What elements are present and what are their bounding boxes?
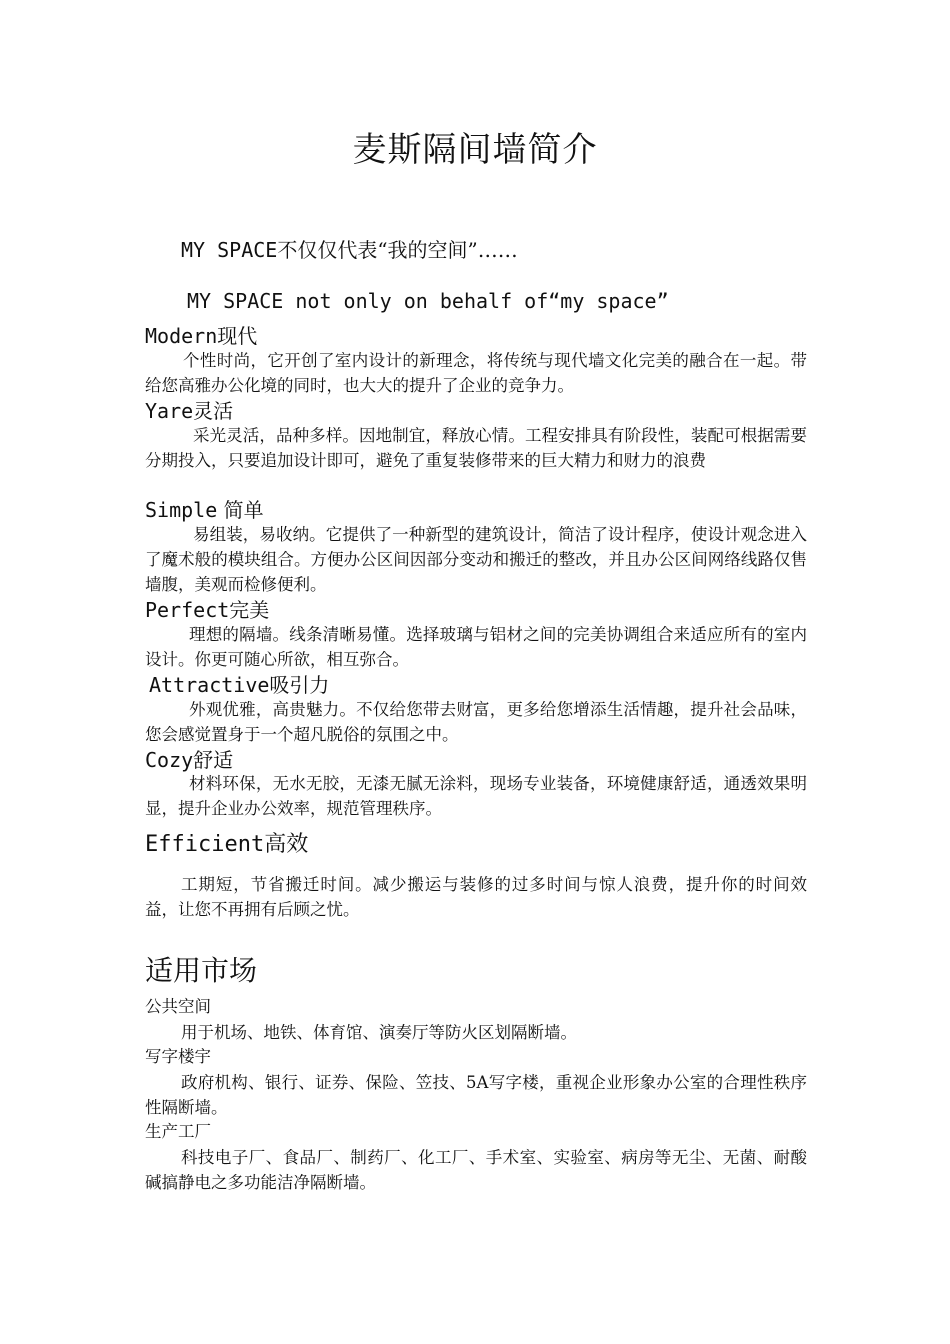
market-item-name: 生产工厂 — [145, 1122, 211, 1141]
feature-heading-cn: 现代 — [217, 324, 258, 348]
feature-heading-efficient — [145, 832, 308, 858]
tagline-chinese-text: 不仅仅代表“我的空间”…… — [277, 238, 518, 262]
feature-heading-en: Yare — [145, 399, 194, 423]
feature-heading-modern — [145, 323, 257, 349]
tagline-english-text: MY SPACE not only on behalf of“my space” — [187, 289, 669, 313]
feature-heading-en: Efficient — [145, 832, 265, 857]
feature-heading-cn: 吸引力 — [269, 673, 330, 697]
market-item-name: 公共空间 — [145, 997, 211, 1016]
feature-desc-attractive: 外观优雅，高贵魅力。不仅给您带去财富，更多给您增添生活情趣，提升社会品味，您会感觉置身于一个超凡脱俗的氛围之中。 — [145, 700, 807, 744]
feature-desc-modern: 个性时尚，它开创了室内设计的新理念，将传统与现代墙文化完美的融合在一起。带给您高雅办公化境的同时，也大大的提升了企业的竞争力。 — [145, 351, 807, 395]
market-item-desc: 科技电子厂、食品厂、制药厂、化工厂、手术室、实验室、病房等无尘、无菌、耐酸碱搞静电之多功能洁净隔断墙。 — [145, 1148, 807, 1192]
feature-desc-simple: 易组装，易收纳。它提供了一种新型的建筑设计，简洁了设计程序，使设计观念进入了魔术般的模块组合。方便办公区间因部分变动和搬迁的整改，并且办公区间网络线路仅售墙腹，美观而检修便利。 — [145, 525, 807, 594]
market-item-desc: 用于机场、地铁、体育馆、演奏厅等防火区划隔断墙。 — [181, 1023, 577, 1042]
feature-desc-perfect: 理想的隔墙。线条清晰易懂。选择玻璃与铝材之间的完美协调组合来适应所有的室内设计。你更可随心所欲，相互弥合。 — [145, 625, 807, 669]
feature-heading-cozy — [145, 747, 233, 773]
feature-heading-cn: 高效 — [264, 832, 309, 857]
tagline-english — [187, 287, 669, 315]
feature-heading-cn: 灵活 — [193, 399, 234, 423]
market-section-title: 适用市场 — [145, 954, 258, 987]
feature-heading-attractive — [149, 672, 329, 698]
feature-desc-efficient: 工期短，节省搬迁时间。减少搬运与装修的过多时间与惊人浪费，提升你的时间效益，让您不再拥有后顾之忧。 — [145, 875, 807, 919]
feature-heading-en: Perfect — [145, 598, 230, 622]
market-item-desc: 政府机构、银行、证券、保险、笠技、5A写字楼，重视企业形象办公室的合理性秩序性隔断墙。 — [145, 1073, 807, 1117]
feature-heading-yare — [145, 398, 233, 424]
feature-heading-en: Attractive — [149, 673, 270, 697]
tagline-brand: MY SPACE — [181, 238, 278, 262]
feature-heading-simple — [145, 497, 264, 523]
feature-heading-en: Modern — [145, 324, 218, 348]
market-item-name: 写字楼宇 — [145, 1047, 211, 1066]
feature-heading-cn: 完美 — [229, 598, 270, 622]
feature-heading-perfect — [145, 597, 269, 623]
feature-desc-yare: 采光灵活，品种多样。因地制宜，释放心情。工程安排具有阶段性，装配可根据需要分期投入，只要追加设计即可，避免了重复装修带来的巨大精力和财力的浪费 — [145, 426, 807, 470]
page-title: 麦斯隔间墙简介 — [352, 130, 598, 170]
feature-heading-en: Cozy — [145, 748, 194, 772]
feature-heading-cn: 舒适 — [193, 748, 234, 772]
tagline-chinese — [181, 236, 518, 264]
feature-heading-cn: 简单 — [223, 498, 264, 522]
feature-heading-en: Simple — [145, 498, 218, 522]
feature-desc-cozy: 材料环保，无水无胶，无漆无腻无涂料，现场专业装备，环境健康舒适，通透效果明显，提升企业办公效率，规范管理秩序。 — [145, 774, 807, 818]
